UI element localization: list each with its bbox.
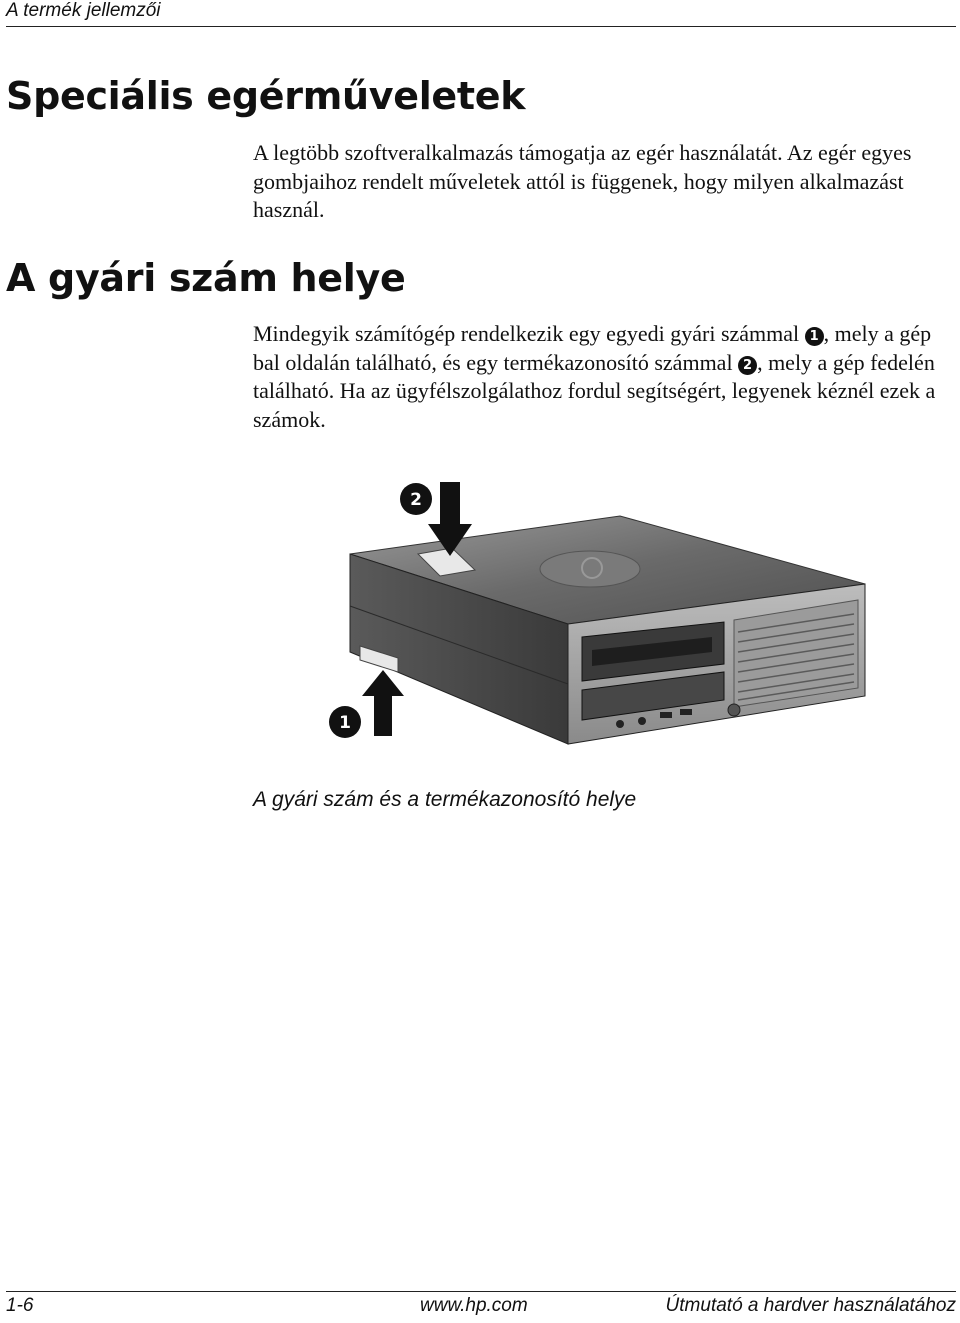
computer-illustration <box>320 474 880 764</box>
callout-2-icon: 2 <box>738 356 757 375</box>
front-port-icon <box>616 720 624 728</box>
footer-guide-title: Útmutató a hardver használatához <box>665 1295 956 1316</box>
footer-rule <box>6 1291 956 1292</box>
body-text: , mely a gép bal oldalán található, és egy termékazonosító számmal <box>253 321 932 375</box>
footer-url: www.hp.com <box>420 1295 528 1316</box>
usb-port <box>680 709 692 715</box>
section-body-mouse-actions: A legtöbb szoftveralkalmazás támogatja az egér használatát. Az egér egyes gombjaihoz rendelt műveletek attól is függenek, hogy milyen alkalmazást használ. <box>253 140 912 222</box>
hp-logo-emboss <box>540 551 640 587</box>
arrow-up-icon <box>362 670 404 736</box>
front-port-icon <box>638 717 646 725</box>
usb-port <box>660 712 672 718</box>
page-number: 1-6 <box>6 1295 34 1316</box>
callout-1-label: 1 <box>339 713 351 733</box>
body-text: , mely a gép fedelén található. Ha az ügyfélszolgálathoz fordul segítségért, legyenek kéznél ezek a számok. <box>253 349 936 432</box>
callout-2-marker <box>400 483 432 515</box>
header-rule <box>6 26 956 27</box>
power-button-icon <box>728 704 740 716</box>
running-header: A termék jellemzői <box>6 0 161 21</box>
section-heading-serial-location: A gyári szám helye <box>6 256 406 300</box>
section-heading-mouse-actions: Speciális egérműveletek <box>6 74 526 118</box>
callout-1-icon: 1 <box>805 327 824 346</box>
callout-1-marker <box>329 706 361 738</box>
figure-caption: A gyári szám és a termékazonosító helye <box>253 788 637 811</box>
callout-2-label: 2 <box>410 490 422 510</box>
body-text: Mindegyik számítógép rendelkezik egy egyedi gyári számmal <box>253 321 805 346</box>
section-body-serial-location <box>253 320 953 434</box>
